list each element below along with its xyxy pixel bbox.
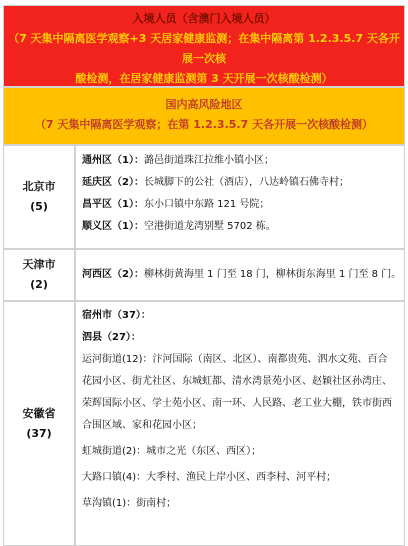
- entry-line: 虹城街道(2)：城市之光（东区、西区）；: [82, 446, 262, 457]
- province-name: 北京市: [22, 180, 56, 193]
- inbound-rule-line2: 酸检测，在居家健康监测第 3 天开展一次核酸检测）: [75, 72, 333, 85]
- district-list-tianjin: [75, 249, 405, 301]
- inbound-rule-line1: （7 天集中隔离医学观察+3 天居家健康监测；在集中隔离第 1.2.3.5.7 天各开展一次核: [8, 32, 400, 65]
- district-list-beijing: [75, 145, 405, 249]
- district-line: 顺义区（1）：空港街道龙湾别墅 5702 栋。: [82, 221, 276, 232]
- high-risk-title: 国内高风险地区: [165, 98, 243, 111]
- district-line: 通州区（1）：潞邑街道珠江拉维小镇小区；: [82, 155, 274, 166]
- province-name: 安徽省: [22, 406, 56, 420]
- high-risk-header: [3, 87, 405, 145]
- province-cell-anhui: [3, 301, 75, 546]
- district-line: 昌平区（1）：东小口镇中东路 121 号院；: [82, 199, 270, 210]
- province-cell-tianjin: [3, 249, 75, 301]
- inbound-title: 入境人员（含澳门入境人员）: [132, 12, 276, 25]
- entry-line: 运河街道(12)：汴河国际（南区、北区）、南都贵苑、泗水文苑、百合: [82, 354, 388, 365]
- entry-line: 合围区域、家和花园小区；: [82, 420, 202, 431]
- province-count: (5): [30, 200, 48, 213]
- entry-line: 草沟镇(1)：街南村；: [82, 498, 177, 509]
- city-line: 宿州市（37）：: [82, 310, 151, 321]
- county-line: 泗县（27）：: [82, 332, 141, 343]
- province-name: 天津市: [22, 258, 56, 271]
- high-risk-rule: （7 天集中隔离医学观察；在第 1.2.3.5.7 天各开展一次核酸检测）: [34, 118, 374, 131]
- district-line: 河西区（2）：柳林街黄海里 1 门至 18 门，柳林街东海里 1 门至 8 门。: [82, 269, 402, 280]
- province-count: (37): [26, 426, 52, 440]
- district-line: 延庆区（2）：长城脚下的公社（酒店），八达岭镇石佛寺村；: [82, 177, 349, 188]
- inbound-header: [3, 5, 405, 87]
- entry-line: 大路口镇(4)：大季村、渔民上岸小区、西李村、河平村；: [82, 472, 337, 483]
- entry-line: 荣辉国际小区、学士苑小区、南一环、人民路、老工业大棚，铁市街西: [82, 398, 392, 409]
- entry-line: 花园小区、街尤社区、东城虹都、清水湾景苑小区、赵颖社区孙湾庄、: [82, 376, 392, 387]
- province-count: (2): [30, 278, 48, 291]
- province-cell-beijing: [3, 145, 75, 249]
- district-list-anhui: [75, 301, 405, 546]
